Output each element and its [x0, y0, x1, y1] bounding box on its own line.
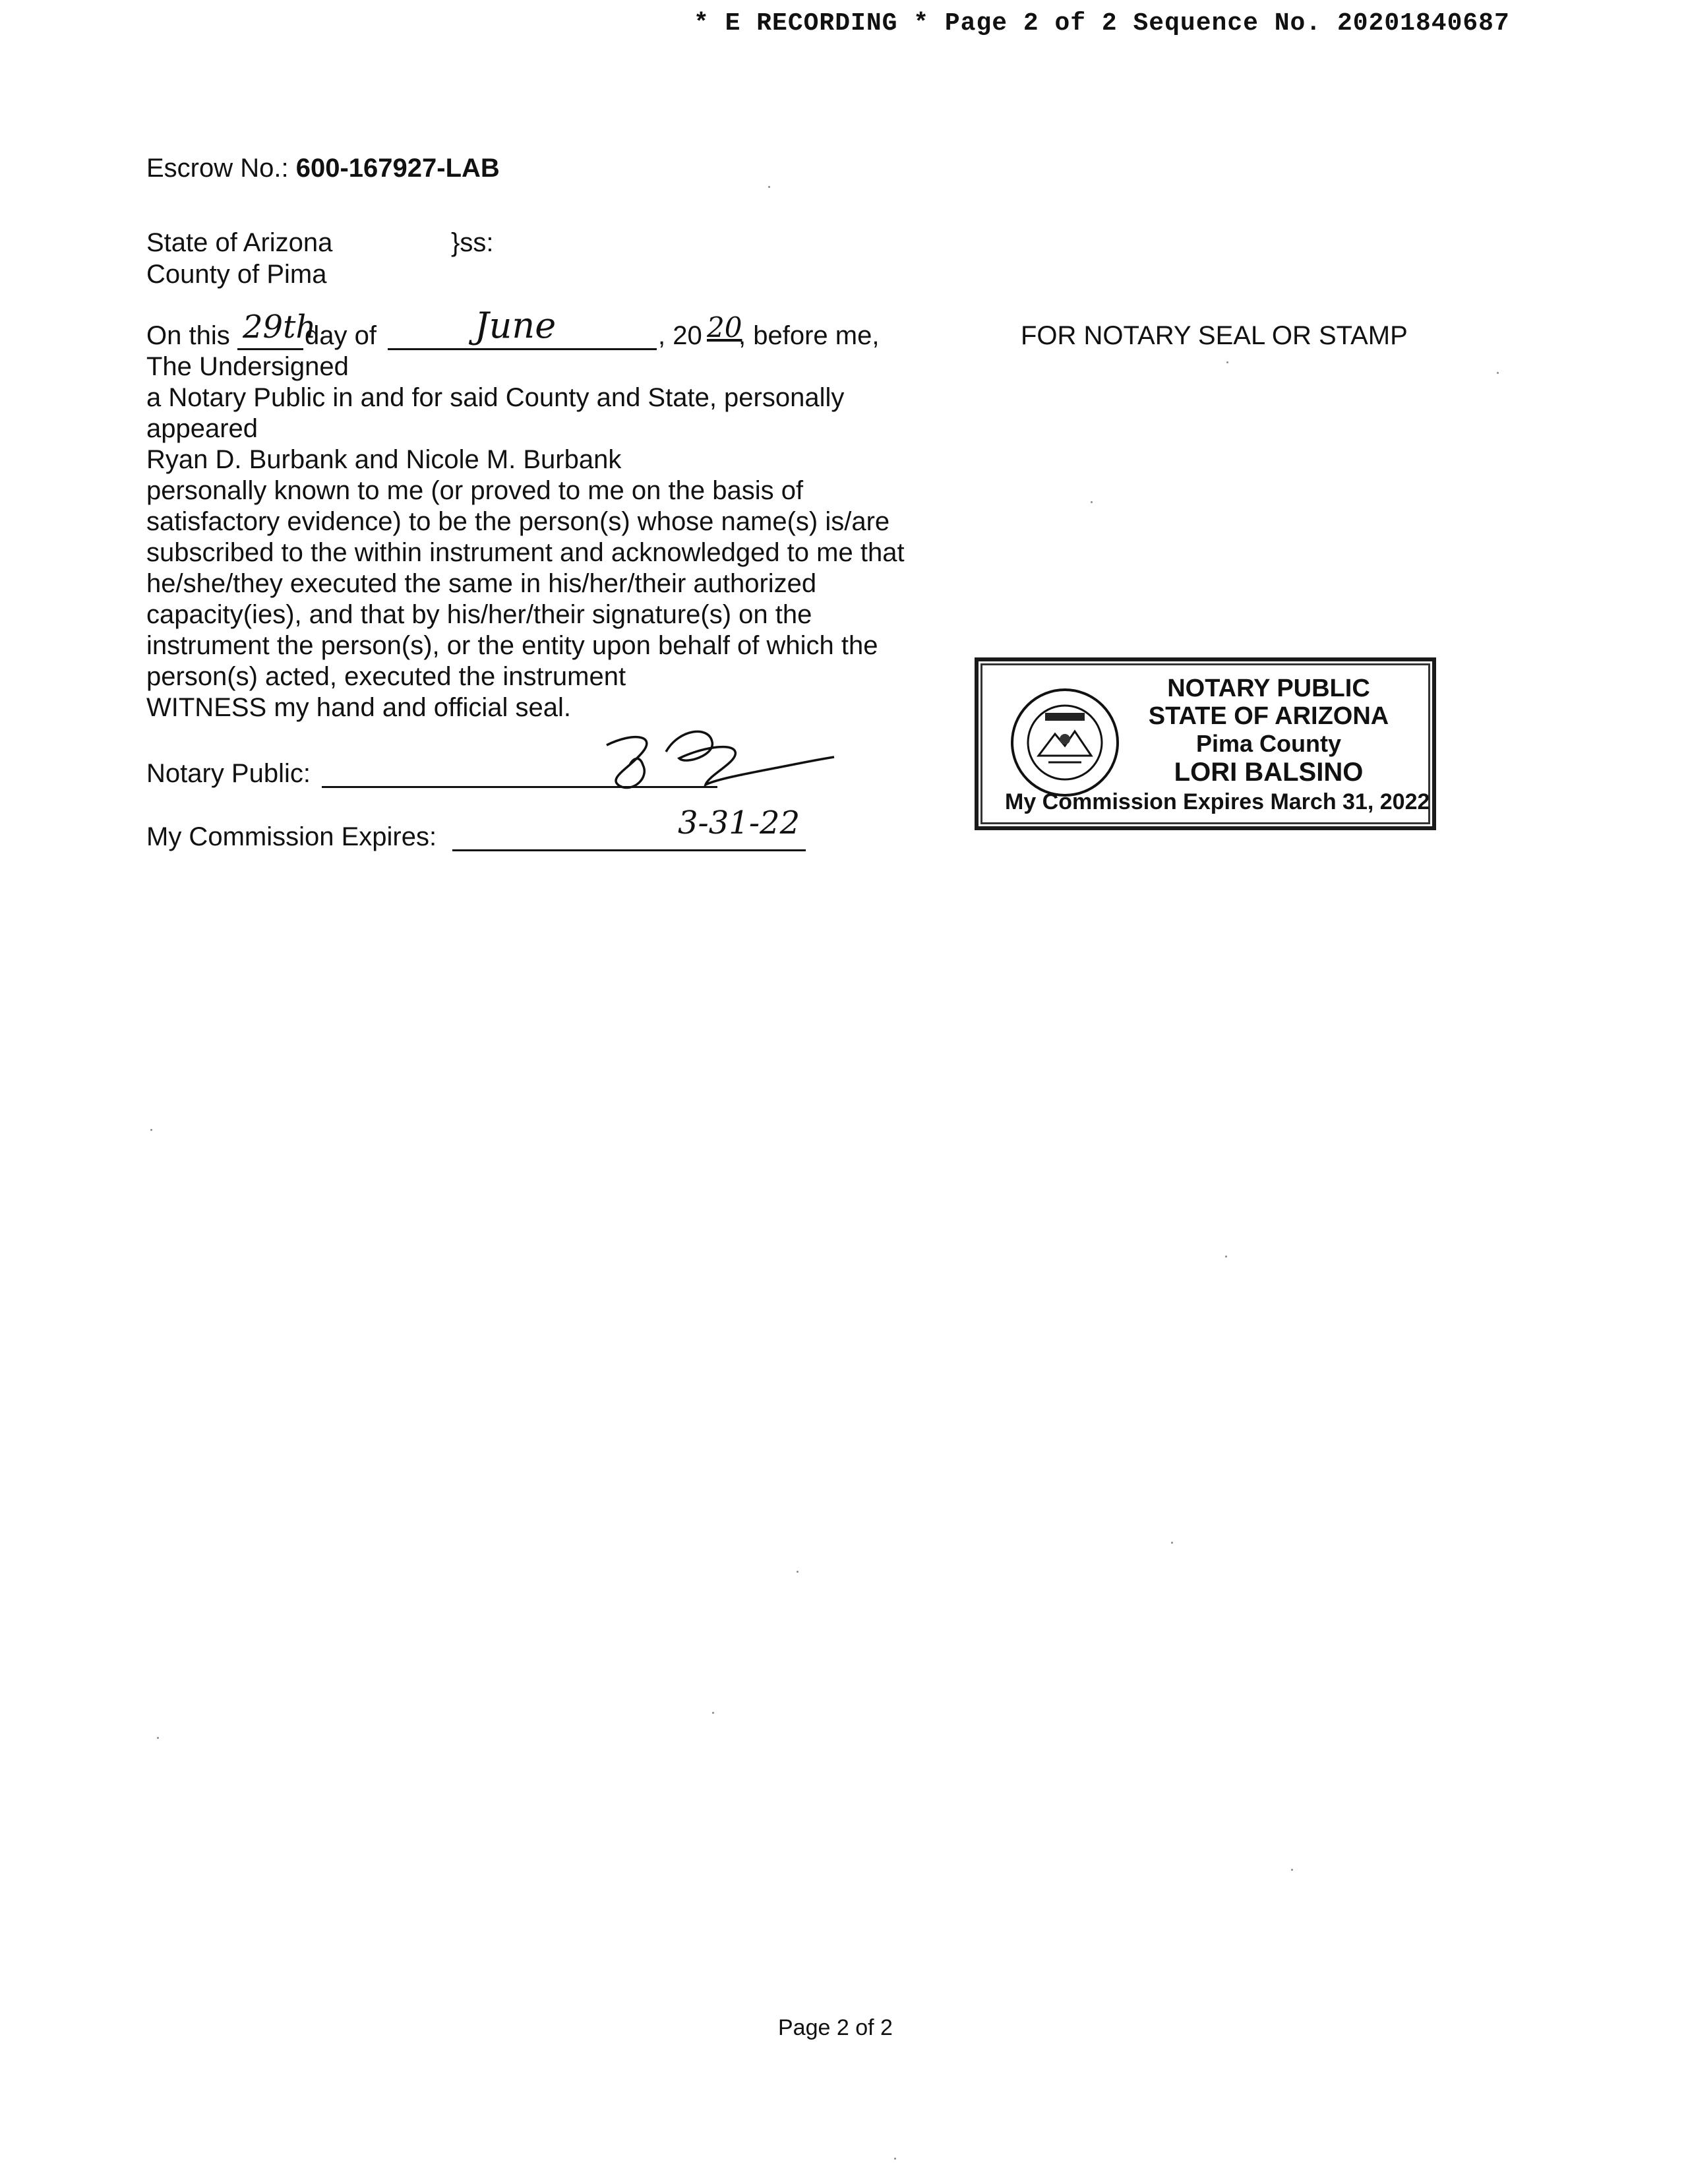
escrow-line [146, 153, 500, 184]
year-prefix: , 20 [658, 321, 702, 350]
ack-line: a Notary Public in and for said County and State, personally [146, 383, 845, 412]
scan-speck [150, 1129, 152, 1131]
commission-line [452, 849, 806, 851]
commission-label: My Commission Expires: [146, 822, 437, 851]
scan-speck [797, 1571, 799, 1573]
venue-state: State of Arizona [146, 228, 333, 257]
scan-speck [1226, 361, 1228, 363]
ack-line: satisfactory evidence) to be the person(s) whose name(s) is/are [146, 507, 890, 536]
scan-speck [1091, 501, 1093, 503]
venue-ss: }ss: [451, 228, 494, 257]
ack-line: WITNESS my hand and official seal. [146, 693, 571, 722]
notary-public-label: Notary Public: [146, 759, 311, 788]
stamp-expiration: My Commission Expires March 31, 2022 [1005, 789, 1430, 814]
venue-county: County of Pima [146, 260, 327, 289]
seal-area-label: FOR NOTARY SEAL OR STAMP [1021, 321, 1408, 350]
month-blank-line [388, 348, 657, 350]
scan-speck [1225, 1256, 1227, 1258]
ack-line: appeared [146, 414, 258, 443]
escrow-label: Escrow No.: [146, 154, 289, 183]
before-me: , before me, [738, 321, 880, 350]
stamp-title: NOTARY PUBLIC [1167, 675, 1370, 702]
scan-speck [768, 186, 770, 188]
on-this-label: On this [146, 321, 230, 350]
stamp-county: Pima County [1195, 730, 1342, 757]
notary-signature [593, 712, 844, 798]
recording-header: * E RECORDING * Page 2 of 2 Sequence No. 20201840687 [694, 9, 1510, 38]
scan-speck [1291, 1869, 1293, 1871]
month-handwritten: June [475, 305, 557, 346]
scan-speck [1497, 372, 1499, 374]
page-number: Page 2 of 2 [778, 2015, 893, 2040]
year-handwritten: 20 [707, 311, 742, 344]
ack-line: personally known to me (or proved to me on the basis of [146, 476, 804, 505]
ack-line: subscribed to the within instrument and acknowledged to me that [146, 538, 905, 567]
ack-line: he/she/they executed the same in his/her/their authorized [146, 569, 817, 598]
ack-line: Ryan D. Burbank and Nicole M. Burbank [146, 445, 622, 474]
stamp-state: STATE OF ARIZONA [1148, 702, 1389, 730]
notary-stamp [975, 657, 1436, 830]
ack-line: capacity(ies), and that by his/her/their signature(s) on the [146, 600, 812, 629]
scan-speck [1171, 1542, 1173, 1544]
day-handwritten: 29th [243, 309, 316, 346]
ack-line: person(s) acted, executed the instrument [146, 662, 626, 691]
commission-handwritten: 3-31-22 [678, 804, 800, 841]
ack-line: instrument the person(s), or the entity upon behalf of which the [146, 631, 878, 660]
stamp-notary-name: LORI BALSINO [1174, 758, 1364, 787]
day-of-label: day of [305, 321, 377, 350]
scan-speck [894, 2158, 896, 2160]
officer-name: The Undersigned [146, 352, 349, 381]
escrow-number: 600-167927-LAB [295, 154, 500, 183]
scan-speck [712, 1712, 714, 1714]
day-blank-line [237, 348, 303, 350]
scan-speck [157, 1737, 159, 1739]
